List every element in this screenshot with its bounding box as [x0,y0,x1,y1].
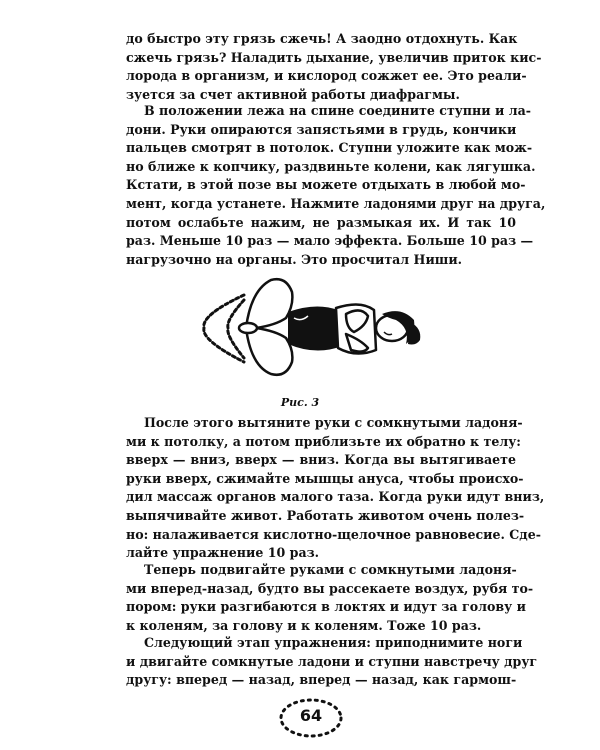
text-line: Теперь подвигайте руками с сомкнутыми ладоня- [144,562,517,577]
paragraph-3 [126,414,545,563]
text-line: другу: вперед — назад, вперед — назад, как гармош- [126,672,517,688]
text-line: зуется за счет активной работы диафрагмы. [126,86,460,102]
figure-caption: Рис. 3 [280,396,320,409]
text-line: ми вперед-назад, будто вы рассекаете воздух, рубя то- [126,580,534,596]
text-line: потом ослабьте нажим, не размыкая их. И так 10 [126,214,516,230]
text-line: вверх — вниз, вверх — вниз. Когда вы вытягиваете [126,452,516,468]
text-line: Кстати, в этой позе вы можете отдыхать в любой мо- [126,177,526,193]
text-line: руки вверх, сжимайте мышцы ануса, чтобы происхо- [126,470,524,486]
text-line: В положении лежа на спине соедините ступни и ла- [144,103,531,118]
exercise-illustration [196,270,426,380]
text-line: к коленям, за голову и к коленям. Тоже 10 раз. [126,617,482,633]
text-line: лайте упражнение 10 раз. [126,545,320,561]
text-line: мент, когда устанете. Нажмите ладонями друг на друга, [126,195,546,211]
text-line: лорода в организм, и кислород сожжет ее. Это реали- [126,68,527,84]
exercise-illustration-icon [196,270,426,380]
text-line: дони. Руки опираются запястьями в грудь, кончики [126,121,517,137]
text-line: выпячивайте живот. Работать животом очень полез- [126,507,525,523]
paragraph-4 [126,561,534,635]
text-line: После этого вытяните руки с сомкнутыми ладоня- [144,415,523,430]
page-number: 64 [299,706,323,725]
text-line: но ближе к копчику, раздвиньте колени, как лягушка. [126,158,536,174]
text-line: раз. Меньше 10 раз — мало эффекта. Больше 10 раз — [126,233,534,249]
text-line: до быстро эту грязь сжечь! А заодно отдохнуть. Как [126,31,518,46]
text-line: дил массаж органов малого таза. Когда руки идут вниз, [126,489,545,505]
text-line: и двигайте сомкнутые ладони и ступни навстречу друг [126,653,538,669]
text-line: сжечь грязь? Наладить дыхание, увеличив приток кис- [126,49,542,65]
text-line: ми к потолку, а потом приблизьте их обратно к телу: [126,433,521,449]
text-line: пором: руки разгибаются в локтях и идут за голову и [126,599,526,615]
paragraph-2 [126,102,546,269]
text-line: нагрузочно на органы. Это просчитал Ниши. [126,251,463,267]
page-number-badge [276,696,346,740]
paragraph-1 [126,30,542,104]
text-line: но: налаживается кислотно-щелочное равновесие. Сде- [126,526,541,542]
paragraph-5 [126,634,538,690]
text-line: Следующий этап упражнения: приподнимите ноги [144,635,523,650]
text-line: пальцев смотрят в потолок. Ступни уложите как мож- [126,140,533,156]
